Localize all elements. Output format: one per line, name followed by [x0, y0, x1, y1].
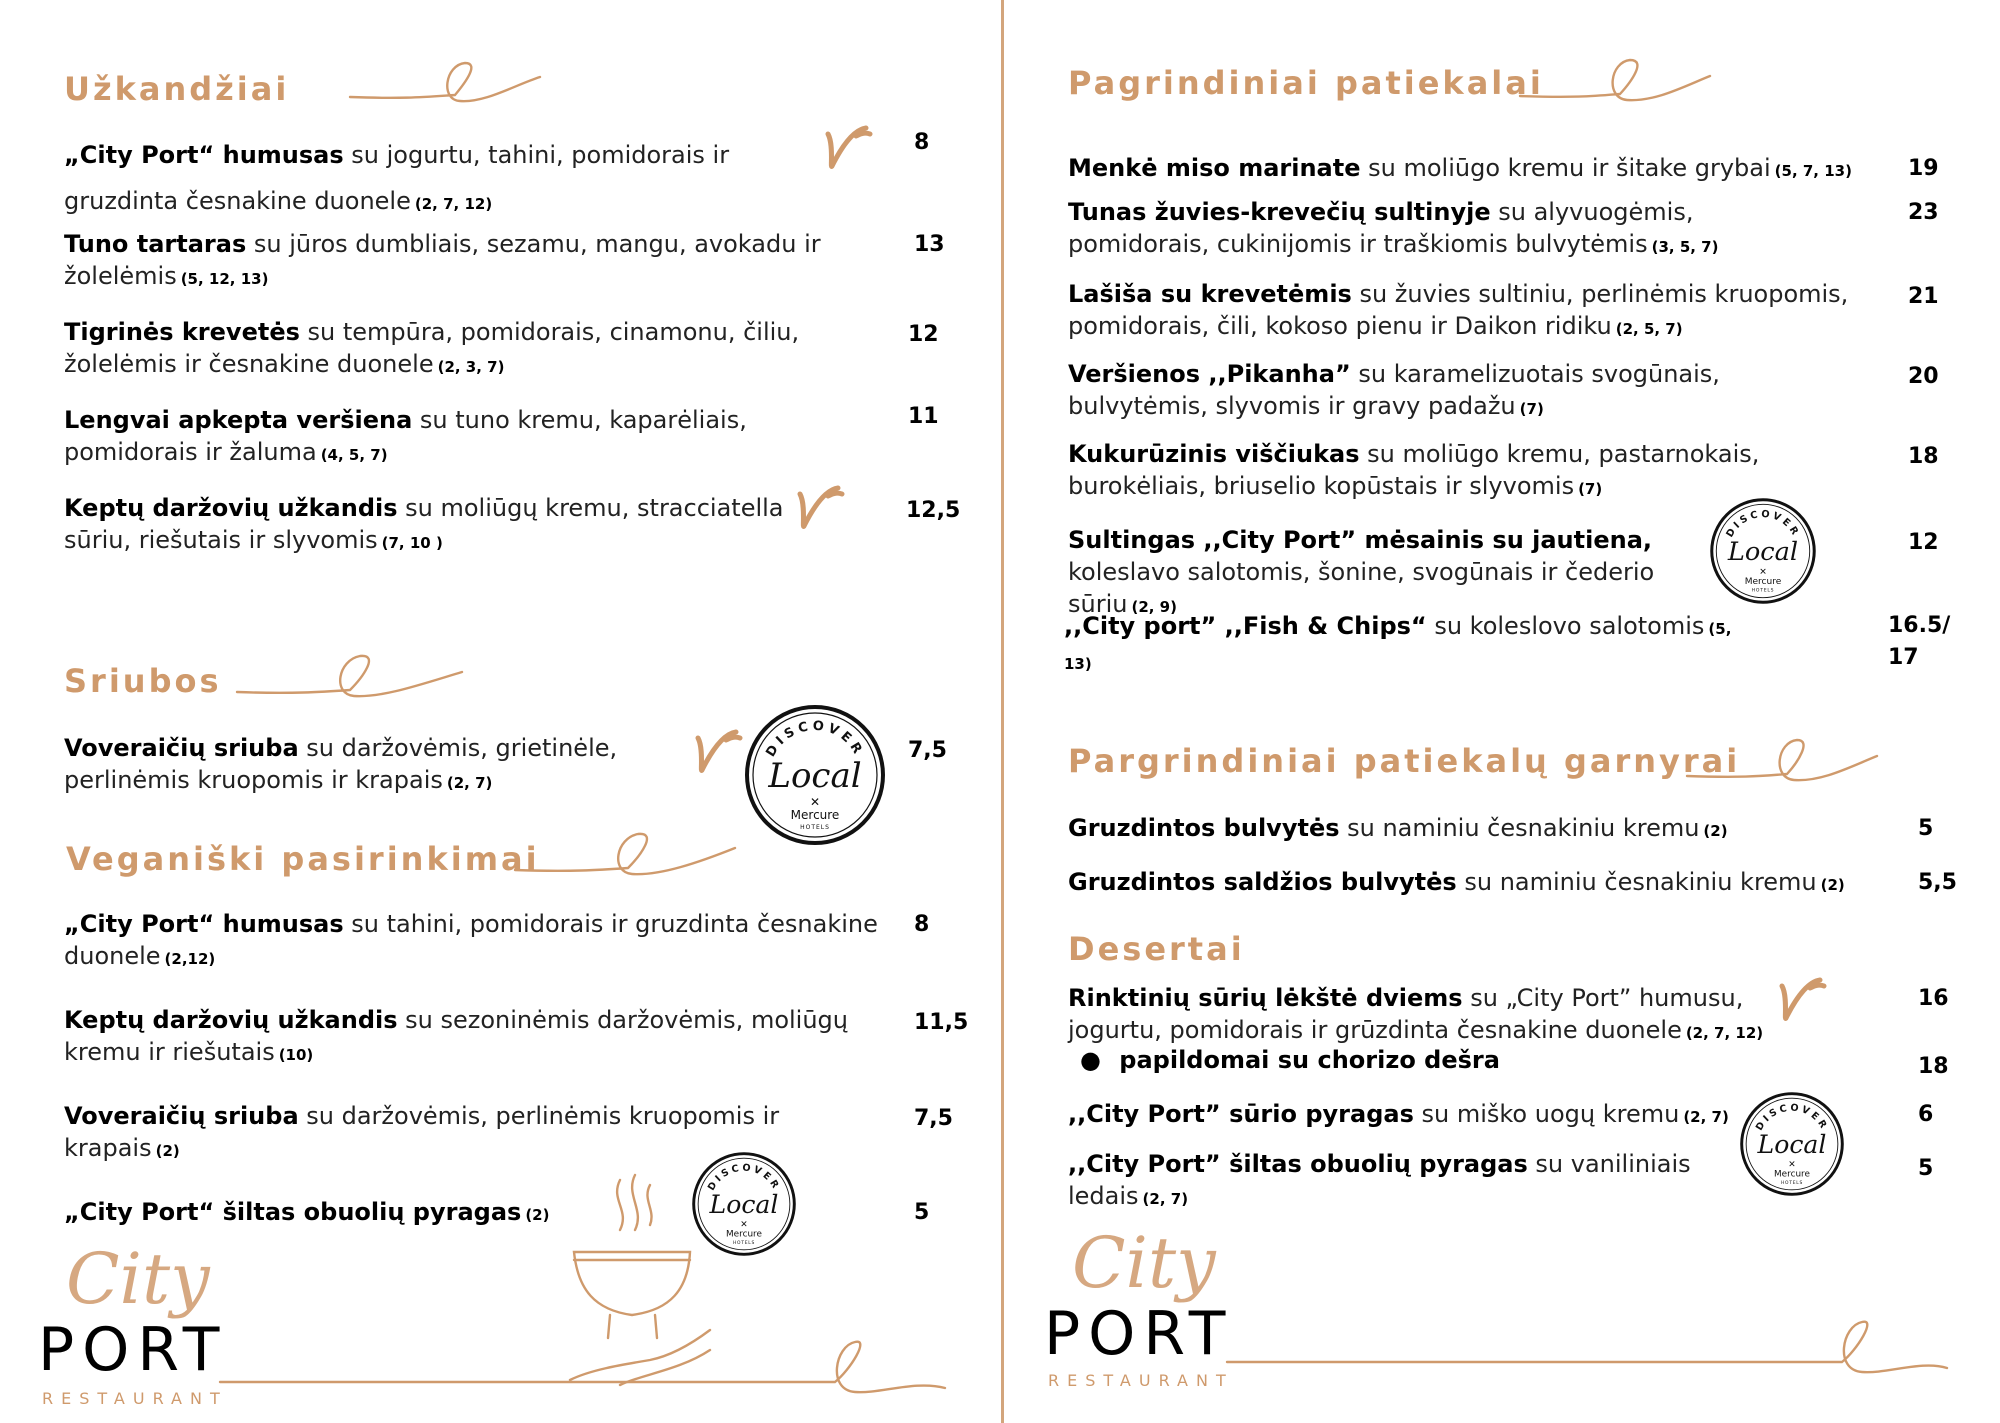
menu-item: „City Port“ humusas su jogurtu, tahini, pomidorais ir gruzdinta česnakine duonele (2, 7, 12): [64, 141, 730, 215]
menu-item: Menkė miso marinate su moliūgo kremu ir šitake grybai (5, 7, 13): [1068, 154, 1852, 182]
menu-item: Tunas žuvies-krevečių sultinyje su alyvuogėmis, pomidorais, cukinijomis ir traškiomis bulvytėmis (3, 5, 7): [1068, 198, 1719, 258]
menu-item: ,,City port” ,,Fish & Chips“ su koleslovo salotomis (5, 13): [1064, 612, 1732, 673]
price: 23: [1908, 200, 1939, 225]
menu-item: Tigrinės krevetės su tempūra, pomidorais, cinamonu, čiliu, žolelėmis ir česnakine duonele (2, 3, 7): [64, 318, 800, 378]
vegetarian-v-icon: [688, 724, 748, 779]
price: 16.5/ 17: [1888, 613, 1951, 670]
svg-text:✕: ✕: [1759, 567, 1767, 578]
svg-text:Mercure: Mercure: [790, 808, 840, 822]
svg-text:HOTELS: HOTELS: [732, 1240, 756, 1246]
menu-item: „City Port“ šiltas obuolių pyragas (2): [64, 1198, 550, 1226]
price: 12: [908, 322, 939, 347]
price: 16: [1918, 986, 1949, 1011]
price: 5,5: [1918, 870, 1957, 895]
price: 12: [1908, 530, 1939, 555]
menu-item: Rinktinių sūrių lėkštė dviems su „City Port” humusu, jogurtu, pomidorais ir grūzdinta česnakine duonele (2, 7, 12): [1068, 984, 1764, 1044]
section-title-mains: Pagrindiniai patiekalai: [1068, 64, 1544, 102]
price: 7,5: [914, 1106, 953, 1131]
svg-text:HOTELS: HOTELS: [1780, 1180, 1804, 1186]
menu-item: Lengvai apkepta veršiena su tuno kremu, kaparėliais, pomidorais ir žaluma (4, 5, 7): [64, 406, 747, 466]
price: 11: [908, 404, 939, 429]
svg-text:DISCOVER: DISCOVER: [763, 718, 867, 760]
svg-text:DISCOVER: DISCOVER: [705, 1162, 783, 1193]
section-title-soups: Sriubos: [64, 662, 222, 700]
svg-text:✕: ✕: [809, 795, 821, 809]
menu-item: Tuno tartaras su jūros dumbliais, sezamu, mangu, avokadu ir žolelėmis (5, 12, 13): [64, 230, 821, 290]
svg-text:✕: ✕: [740, 1219, 748, 1230]
menu-item: Voveraičių sriuba su daržovėmis, perlinėmis kruopomis ir krapais (2): [64, 1102, 780, 1162]
menu-item: Gruzdintos bulvytės su naminiu česnakiniu kremu (2): [1068, 814, 1728, 842]
vegetarian-v-icon: [790, 480, 850, 535]
price: 12,5: [906, 498, 961, 523]
svg-text:Local: Local: [768, 756, 862, 796]
menu-item: Lašiša su krevetėmis su žuvies sultiniu, perlinėmis kruopomis, pomidorais, čili, kokoso pienu ir Daikon ridiku (2, 5, 7): [1068, 280, 1849, 340]
svg-text:Mercure: Mercure: [1744, 577, 1782, 588]
price: 8: [914, 130, 930, 155]
city-port-logo: City PORT RESTAURANT: [38, 1238, 228, 1408]
flourish-icon: [345, 55, 545, 115]
flourish-icon: [1682, 730, 1882, 790]
svg-text:DISCOVER: DISCOVER: [1724, 508, 1802, 540]
price: 11,5: [914, 1010, 969, 1035]
svg-text:Local: Local: [1757, 1129, 1827, 1159]
menu-item: „City Port“ humusas su tahini, pomidorais ir gruzdinta česnakine duonele (2,12): [64, 910, 878, 970]
section-title-appetizers: Užkandžiai: [64, 70, 290, 108]
price: 19: [1908, 156, 1939, 181]
menu-item: ,,City Port” šiltas obuolių pyragas su vaniliniais ledais (2, 7): [1068, 1150, 1691, 1210]
svg-text:Local: Local: [709, 1189, 779, 1219]
svg-text:DISCOVER: DISCOVER: [1753, 1102, 1831, 1133]
flourish-icon: [1222, 1310, 1952, 1390]
price: 18: [1908, 444, 1939, 469]
section-title-desserts: Desertai: [1068, 930, 1245, 968]
svg-text:✕: ✕: [1788, 1159, 1796, 1170]
price: 5: [1918, 1156, 1934, 1181]
menu-item: Keptų daržovių užkandis su sezoninėmis daržovėmis, moliūgų kremu ir riešutais (10): [64, 1006, 848, 1066]
page-divider: [1001, 0, 1004, 1423]
price: 13: [914, 232, 945, 257]
city-port-logo: City PORT RESTAURANT: [1044, 1222, 1234, 1390]
menu-item: Sultingas ,,City Port” mėsainis su jautiena, koleslavo salotomis, šonine, svogūnais ir čederio sūriu (2, 9): [1068, 526, 1655, 618]
flourish-icon: [215, 1330, 950, 1410]
menu-item: Keptų daržovių užkandis su moliūgų kremu, stracciatella sūriu, riešutais ir slyvomis (7, 10 ): [64, 494, 784, 554]
menu-item: ,,City Port” sūrio pyragas su miško uogų kremu (2, 7): [1068, 1100, 1729, 1128]
svg-text:HOTELS: HOTELS: [800, 824, 830, 831]
svg-text:Local: Local: [1727, 537, 1799, 568]
price: 6: [1918, 1102, 1934, 1127]
svg-text:Mercure: Mercure: [1774, 1169, 1810, 1180]
discover-local-badge: [1708, 496, 1818, 606]
vegetarian-v-icon: [1772, 972, 1832, 1027]
menu-item: Voveraičių sriuba su daržovėmis, grietinėle, perlinėmis kruopomis ir krapais (2, 7): [64, 734, 618, 794]
menu-item: Gruzdintos saldžios bulvytės su naminiu česnakiniu kremu (2): [1068, 868, 1845, 896]
section-title-sides: Pargrindiniai patiekalų garnyrai: [1068, 742, 1741, 780]
vegetarian-v-icon: [818, 120, 878, 175]
bullet-item: ● papildomai su chorizo dešra: [1080, 1046, 1500, 1074]
price: 5: [1918, 816, 1934, 841]
flourish-icon: [510, 826, 740, 886]
flourish-icon: [232, 648, 467, 708]
price: 18: [1918, 1054, 1949, 1079]
price: 8: [914, 912, 930, 937]
section-title-vegan: Veganiški pasirinkimai: [66, 840, 540, 878]
price: 20: [1908, 364, 1939, 389]
discover-local-badge: [742, 702, 888, 848]
price: 21: [1908, 284, 1939, 309]
price: 5: [914, 1200, 930, 1225]
svg-text:Mercure: Mercure: [726, 1229, 762, 1240]
menu-item: Veršienos ,,Pikanha” su karamelizuotais svogūnais, bulvytėmis, slyvomis ir gravy padažu (7): [1068, 360, 1720, 420]
flourish-icon: [1515, 52, 1715, 112]
svg-text:HOTELS: HOTELS: [1751, 588, 1775, 594]
menu-item: Kukurūzinis viščiukas su moliūgo kremu, pastarnokais, burokėliais, briuselio kopūstais ir slyvomis (7): [1068, 440, 1760, 500]
price: 7,5: [908, 738, 947, 763]
